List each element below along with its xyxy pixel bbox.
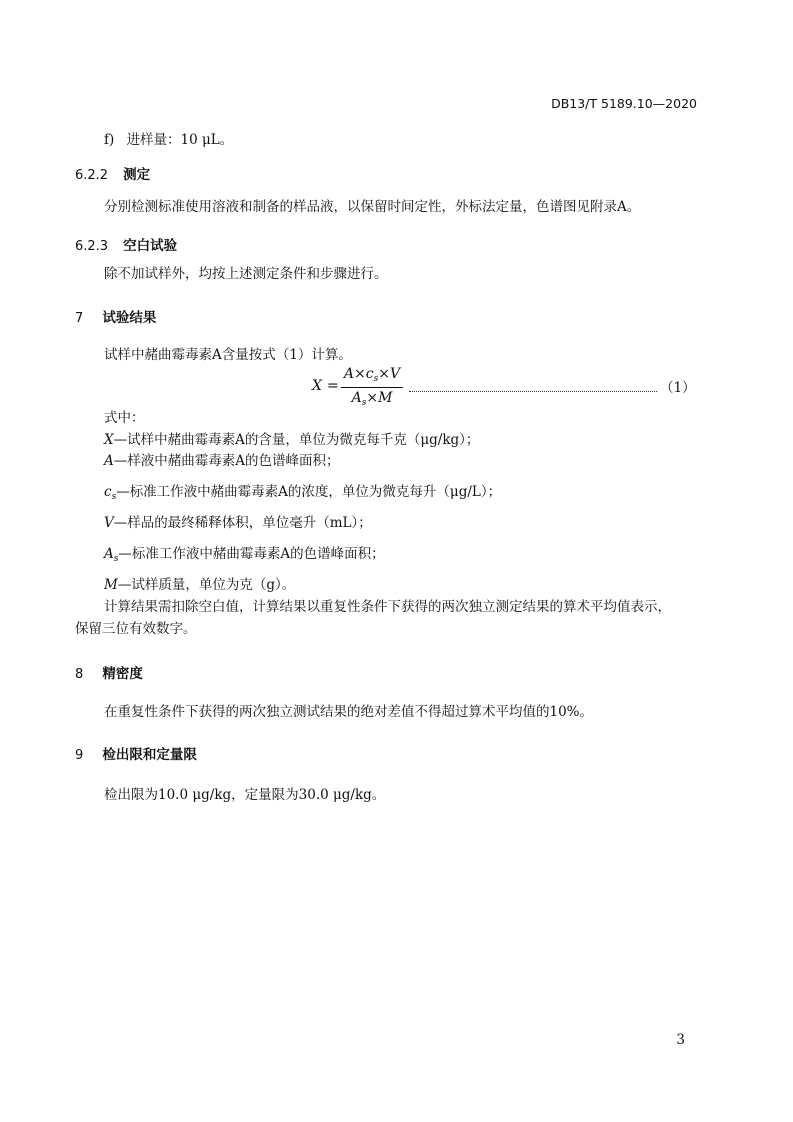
variable-definition bbox=[104, 431, 479, 454]
section-number: 9 bbox=[75, 748, 84, 763]
variable-description: —标准工作液中赭曲霉毒素A的色谱峰面积； bbox=[118, 546, 385, 562]
section-title: 精密度 bbox=[102, 666, 143, 682]
page-number: 3 bbox=[676, 1032, 685, 1048]
section-6-2-2-heading bbox=[75, 163, 150, 183]
section-6-2-3-heading bbox=[75, 234, 177, 254]
list-item-text: 进样量：10 μL。 bbox=[126, 132, 234, 148]
section-6-2-3-body: 除不加试样外，均按上述测定条件和步骤进行。 bbox=[104, 266, 388, 282]
result-note-line-1: 计算结果需扣除空白值，计算结果以重复性条件下获得的两次独立测定结果的算术平均值表示， bbox=[104, 599, 671, 615]
section-9-heading bbox=[75, 743, 197, 763]
formula-lhs: X bbox=[312, 378, 322, 394]
section-7-heading bbox=[75, 306, 156, 326]
list-item-f bbox=[104, 131, 233, 149]
variable-symbol: A bbox=[104, 546, 114, 562]
section-number: 7 bbox=[75, 311, 84, 326]
section-6-2-2-body: 分别检测标准使用溶液和制备的样品液，以保留时间定性，外标法定量，色谱图见附录A。 bbox=[104, 199, 641, 215]
variable-symbol: V bbox=[104, 515, 114, 531]
dot-leader bbox=[409, 391, 657, 392]
section-title: 空白试验 bbox=[123, 238, 178, 254]
section-number: 6.2.3 bbox=[75, 239, 109, 254]
section-number: 6.2.2 bbox=[75, 168, 109, 183]
section-8-body: 在重复性条件下获得的两次独立测试结果的绝对差值不得超过算术平均值的10%。 bbox=[104, 704, 594, 720]
variable-definition: $c_s—$标准工作液中赭曲霉毒素A的浓度，单位为微克每升（μg/L）； bbox=[104, 484, 502, 502]
section-9-body: 检出限为10.0 μg/kg，定量限为30.0 μg/kg。 bbox=[104, 787, 386, 803]
formula-intro: 试样中赭曲霉毒素A含量按式（1）计算。 bbox=[104, 347, 352, 363]
variable-description: —标准工作液中赭曲霉毒素A的浓度，单位为微克每升（μg/L）； bbox=[116, 484, 502, 500]
variable-symbol: c bbox=[104, 484, 112, 500]
formula-equals: = bbox=[327, 378, 339, 394]
variable-symbol: X bbox=[104, 432, 114, 448]
formula-denominator: $A_s\times M$ bbox=[351, 390, 393, 408]
variable-definition: $A_s—$标准工作液中赭曲霉毒素A的色谱峰面积； bbox=[104, 546, 385, 564]
variable-symbol: A bbox=[104, 453, 114, 469]
section-title: 试验结果 bbox=[102, 310, 157, 326]
section-title: 检出限和定量限 bbox=[102, 747, 197, 763]
variable-description: —样液中赭曲霉毒素A的色谱峰面积； bbox=[113, 453, 340, 469]
fraction-bar bbox=[341, 387, 403, 388]
variable-definition bbox=[104, 514, 372, 537]
variable-symbol: M bbox=[104, 577, 118, 593]
document-code: DB13/T 5189.10—2020 bbox=[551, 96, 697, 111]
where-label: 式中： bbox=[104, 410, 145, 426]
section-8-heading bbox=[75, 662, 143, 682]
equation-number: （1） bbox=[660, 380, 696, 396]
variable-description: —试样中赭曲霉毒素A的含量，单位为微克每千克（μg/kg）； bbox=[113, 432, 480, 448]
variable-definition bbox=[104, 452, 340, 475]
section-number: 8 bbox=[75, 667, 84, 682]
variable-definition bbox=[104, 576, 295, 599]
list-item-label: f) bbox=[104, 132, 115, 148]
variable-description: —试样质量，单位为克（g）。 bbox=[117, 577, 296, 593]
result-note-line-2: 保留三位有效数字。 bbox=[75, 621, 197, 637]
variable-description: —样品的最终稀释体积，单位毫升（mL）； bbox=[113, 515, 372, 531]
section-title: 测定 bbox=[123, 167, 151, 183]
formula-numerator: $A\times c_s\times V$ bbox=[343, 366, 401, 384]
